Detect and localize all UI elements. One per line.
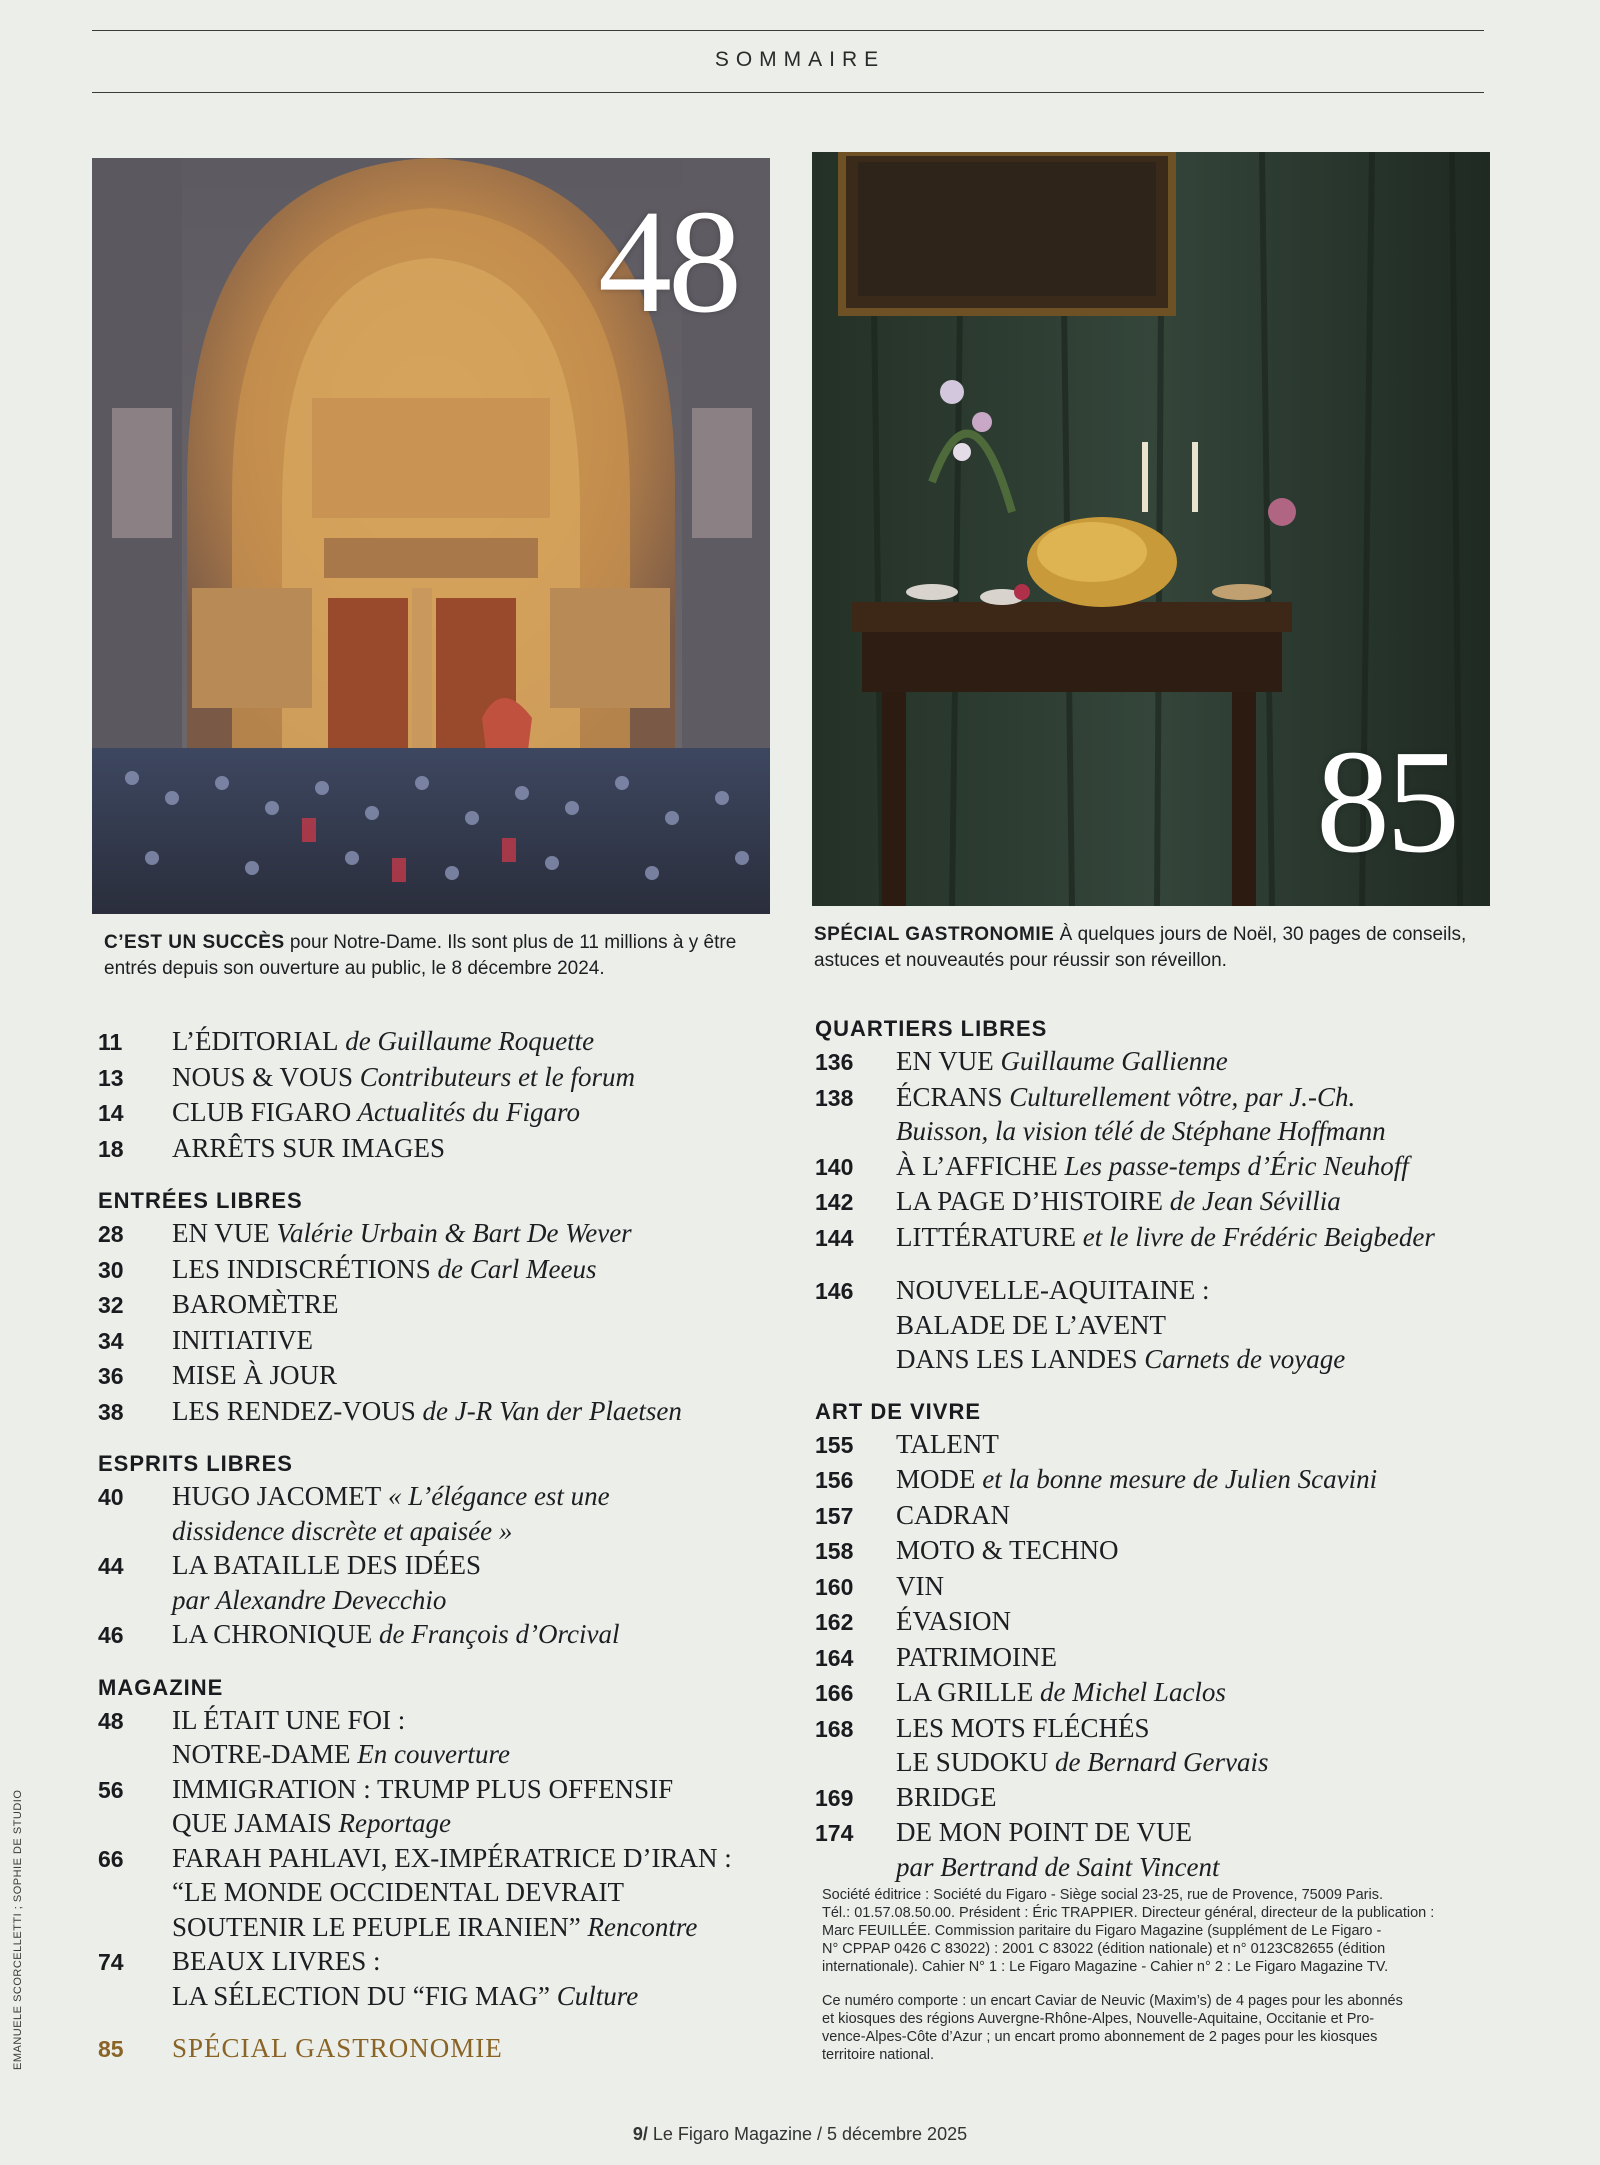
entry-title: LITTÉRATURE: [896, 1221, 1076, 1252]
entry-subtitle: Les passe-temps d’Éric Neuhoff: [1057, 1150, 1409, 1181]
caption-lead: C’EST UN SUCCÈS: [104, 932, 285, 953]
toc-entry[interactable]: [98, 1479, 788, 1548]
section-title: MAGAZINE: [98, 1674, 224, 1700]
toc-entry[interactable]: [98, 1841, 788, 1945]
page-footer: [0, 2124, 1600, 2145]
toc-entry[interactable]: [98, 1358, 788, 1394]
toc-entry[interactable]: [815, 1184, 1515, 1220]
entry-title: BEAUX LIVRES :: [172, 1946, 381, 1976]
entry-title: IL ÉTAIT UNE FOI :: [172, 1704, 406, 1735]
entry-title: MOTO & TECHNO: [896, 1535, 1119, 1565]
section-title: QUARTIERS LIBRES: [815, 1016, 1048, 1041]
entry-subtitle: et le livre de Frédéric Beigbeder: [1075, 1221, 1435, 1252]
toc-entry[interactable]: [98, 1216, 788, 1252]
entry-title: EN VUE: [172, 1218, 270, 1248]
page-number: 164: [815, 1644, 854, 1671]
toc-entry-special-gastronomie[interactable]: [98, 2031, 788, 2067]
entry-subtitle: de Jean Sévillia: [1163, 1186, 1341, 1216]
entry-title: LES MOTS FLÉCHÉS: [896, 1712, 1150, 1743]
entry-subtitle: de J-R Van der Plaetsen: [415, 1395, 682, 1426]
page-number: 66: [98, 1845, 124, 1872]
entry-title: LA BATAILLE DES IDÉES: [172, 1550, 482, 1580]
toc-entry[interactable]: [815, 1149, 1515, 1185]
footer-text: Le Figaro Magazine / 5 décembre 2025: [647, 2124, 968, 2144]
entry-subtitle: Buisson, la vision télé de Stéphane Hoffmann: [896, 1116, 1386, 1146]
entry-title: LA CHRONIQUE: [172, 1619, 373, 1649]
toc-entry[interactable]: [98, 1095, 788, 1131]
entry-title: LA PAGE D’HISTOIRE: [896, 1186, 1164, 1216]
entry-subtitle: de François d’Orcival: [372, 1619, 620, 1649]
header-rule-bottom: [92, 92, 1484, 93]
page-number: 36: [98, 1363, 124, 1389]
page-number: 142: [815, 1189, 854, 1215]
caption-text: À quelques jours de Noël, 30 pages de conseils, astuces et nouveautés pour réussir son réveillon.: [814, 924, 1467, 971]
entry-subtitle: de Bernard Gervais: [1048, 1747, 1269, 1777]
page-number: 18: [98, 1135, 124, 1162]
entry-title: SOUTENIR LE PEUPLE IRANIEN”: [172, 1911, 581, 1942]
entry-title: PATRIMOINE: [896, 1641, 1058, 1672]
caption-lead: SPÉCIAL GASTRONOMIE: [814, 924, 1055, 945]
section-magazine: [98, 1675, 788, 2067]
entry-subtitle: Culture: [549, 1980, 639, 2011]
toc-entry[interactable]: [815, 1044, 1515, 1080]
entry-title: QUE JAMAIS: [172, 1808, 332, 1838]
section-art-de-vivre: [815, 1399, 1515, 1885]
entry-title: CLUB FIGARO: [172, 1097, 352, 1127]
entry-title: DE MON POINT DE VUE: [896, 1817, 1192, 1847]
entry-title: NOUVELLE-AQUITAINE :: [896, 1275, 1210, 1305]
entry-title: FARAH PAHLAVI, EX-IMPÉRATRICE D’IRAN :: [172, 1842, 732, 1873]
entry-title: TALENT: [896, 1428, 999, 1459]
entry-title: LES RENDEZ-VOUS: [172, 1395, 416, 1426]
section-title: ENTRÉES LIBRES: [98, 1188, 303, 1213]
page-number: 156: [815, 1467, 854, 1493]
toc-entry[interactable]: [98, 1287, 788, 1323]
page-number: 46: [98, 1622, 124, 1648]
notre-dame-photo[interactable]: [92, 158, 770, 914]
page-number: 30: [98, 1256, 124, 1283]
section-quartiers-libres: [815, 1016, 1515, 1377]
entry-title: DANS LES LANDES: [896, 1344, 1138, 1374]
toc-entry[interactable]: [815, 1462, 1515, 1498]
toc-entry[interactable]: [815, 1675, 1515, 1711]
page-number: 11: [98, 1029, 123, 1055]
entry-title: ÉCRANS: [896, 1081, 1003, 1112]
toc-entry[interactable]: [98, 1703, 788, 1772]
toc-entry[interactable]: [815, 1498, 1515, 1534]
page-number: 168: [815, 1715, 854, 1742]
toc-entry[interactable]: [815, 1427, 1515, 1463]
page-number: 166: [815, 1680, 854, 1706]
entry-title: LES INDISCRÉTIONS: [172, 1253, 431, 1284]
entry-subtitle: « L’élégance est une: [381, 1481, 610, 1511]
entry-title: BRIDGE: [896, 1781, 997, 1812]
entry-subtitle: Contributeurs et le forum: [353, 1061, 636, 1092]
section-entrees-libres: [98, 1188, 788, 1429]
page-number: 174: [815, 1820, 854, 1846]
page-number: 32: [98, 1292, 124, 1318]
entry-subtitle: Reportage: [331, 1808, 451, 1838]
page-number: 28: [98, 1221, 124, 1247]
page-number: 136: [815, 1049, 854, 1075]
entry-title: MISE À JOUR: [172, 1360, 338, 1390]
gastronomie-photo[interactable]: [812, 152, 1490, 906]
toc-entry[interactable]: [815, 1080, 1515, 1149]
page-number: 169: [815, 1784, 854, 1811]
toc-entry[interactable]: [98, 1060, 788, 1096]
page-number: 158: [815, 1538, 854, 1564]
entry-subtitle: de Carl Meeus: [430, 1253, 597, 1284]
entry-subtitle: En couverture: [350, 1739, 510, 1769]
page-number: 38: [98, 1398, 124, 1425]
photo-page-number-48: 48: [598, 180, 738, 344]
entry-subtitle: par Bertrand de Saint Vincent: [896, 1851, 1220, 1882]
page-number: 74: [98, 1949, 124, 1975]
page-number: 157: [815, 1502, 854, 1529]
page-number: 144: [815, 1224, 854, 1251]
page-number: 155: [815, 1431, 854, 1458]
entry-title: NOUS & VOUS: [172, 1061, 354, 1092]
toc-entry[interactable]: [815, 1711, 1515, 1780]
entry-title: LA GRILLE: [896, 1677, 1034, 1707]
legal-inserts-notice: Ce numéro comporte : un encart Caviar de Neuvic (Maxim’s) de 4 pages pour les abonnés et kiosques des régions Auvergne-Rhône-Alpes, Nouvelle-Aquitaine, Occitanie et Pro- vence-Alpes-Côte d’Azur ; un encart promo abonnement de 2 pages pour les kiosques territoire national.: [822, 1993, 1403, 2063]
toc-entry[interactable]: [815, 1604, 1515, 1640]
section-esprits-libres: [98, 1451, 788, 1653]
entry-title: À L’AFFICHE: [896, 1150, 1058, 1181]
toc-entry[interactable]: [815, 1569, 1515, 1605]
toc-entry[interactable]: [815, 1273, 1515, 1377]
entry-title: ARRÊTS SUR IMAGES: [172, 1132, 446, 1163]
entry-title: LE SUDOKU: [896, 1747, 1049, 1777]
entry-title: “LE MONDE OCCIDENTAL DEVRAIT: [172, 1877, 625, 1907]
page-number: 13: [98, 1064, 124, 1091]
entry-subtitle: dissidence discrète et apaisée »: [172, 1515, 513, 1546]
photo-caption-left: [104, 930, 774, 982]
toc-entry[interactable]: [98, 1548, 788, 1617]
entry-title: EN VUE: [896, 1046, 994, 1076]
entry-subtitle: de Guillaume Roquette: [338, 1026, 595, 1056]
page-title: SOMMAIRE: [714, 48, 886, 71]
entry-subtitle: Actualités du Figaro: [351, 1097, 581, 1127]
section-intro: [98, 1024, 788, 1166]
toc-entry[interactable]: [98, 1394, 788, 1430]
folio: 9/: [632, 2124, 648, 2144]
entry-title: MODE: [896, 1464, 976, 1494]
page-number: 14: [98, 1100, 124, 1126]
toc-entry[interactable]: [98, 1024, 788, 1060]
header-rule-top: [92, 30, 1484, 31]
toc-entry[interactable]: [815, 1220, 1515, 1256]
entry-title: BAROMÈTRE: [172, 1289, 339, 1319]
photo-credit: EMANUELE SCORCELLETTI ; SOPHIE DE STUDIO: [12, 1789, 24, 2070]
entry-subtitle: Culturellement vôtre, par J.-Ch.: [1002, 1081, 1356, 1112]
toc-entry[interactable]: [815, 1780, 1515, 1816]
page-number: 34: [98, 1327, 124, 1354]
entry-title: CADRAN: [896, 1499, 1011, 1530]
entry-title: SPÉCIAL GASTRONOMIE: [172, 2033, 503, 2063]
page-number: 138: [815, 1084, 854, 1111]
entry-subtitle: Guillaume Gallienne: [993, 1046, 1228, 1076]
page-number: 56: [98, 1776, 124, 1803]
toc-entry[interactable]: [98, 1131, 788, 1167]
toc-entry[interactable]: [815, 1533, 1515, 1569]
photo-page-number-85: 85: [1316, 720, 1456, 884]
page-number: 162: [815, 1609, 854, 1635]
page-number: 160: [815, 1573, 854, 1600]
page-number: 140: [815, 1153, 854, 1180]
entry-title: ÉVASION: [896, 1606, 1012, 1636]
section-title: ESPRITS LIBRES: [98, 1451, 293, 1476]
entry-title: HUGO JACOMET: [172, 1481, 382, 1511]
entry-title: NOTRE-DAME: [172, 1739, 351, 1769]
entry-title: L’ÉDITORIAL: [172, 1026, 339, 1056]
legal-publisher-notice: Société éditrice : Société du Figaro - Siège social 23-25, rue de Provence, 75009 Paris. Tél.: 01.57.08.50.00. Président : Éric TRAPPIER. Directeur général, directeur de la publication : Marc FEUILLÉE. Commission paritaire du Figaro Magazine (supplément de Le Figaro - N° CPPAP 0426 C 83022) : 2001 C 83022 (édition nationale) et n° 0123C82655 (édition internationale). Cahier N° 1 : Le Figaro Magazine - Cahier n° 2 : Le Figaro Magazine TV.: [822, 1887, 1435, 1975]
page-number: 44: [98, 1553, 124, 1579]
section-title: ART DE VIVRE: [815, 1398, 982, 1424]
page-number: 85: [98, 2036, 124, 2062]
entry-subtitle: par Alexandre Devecchio: [172, 1584, 447, 1615]
entry-subtitle: de Michel Laclos: [1033, 1677, 1226, 1707]
table-of-contents-right: [815, 1016, 1515, 1906]
page-number: 40: [98, 1484, 124, 1510]
photo-caption-right: [814, 922, 1484, 974]
page-number: 146: [815, 1278, 854, 1304]
entry-title: VIN: [896, 1570, 944, 1601]
toc-entry[interactable]: [98, 1252, 788, 1288]
toc-entry[interactable]: [98, 1944, 788, 2013]
entry-subtitle: et la bonne mesure de Julien Scavini: [975, 1464, 1378, 1494]
entry-subtitle: Valérie Urbain & Bart De Wever: [269, 1218, 632, 1248]
toc-entry[interactable]: [98, 1617, 788, 1653]
entry-subtitle: Rencontre: [580, 1911, 698, 1942]
entry-title: LA SÉLECTION DU “FIG MAG”: [172, 1980, 550, 2011]
page-number: 48: [98, 1707, 124, 1734]
toc-entry[interactable]: [815, 1640, 1515, 1676]
caption-text: pour Notre-Dame. Ils sont plus de 11 millions à y être entrés depuis son ouverture au public, le 8 décembre 2024.: [104, 932, 737, 979]
toc-entry[interactable]: [815, 1815, 1515, 1884]
table-of-contents-left: [98, 1024, 788, 2089]
entry-title: BALADE DE L’AVENT: [896, 1309, 1166, 1340]
entry-subtitle: Carnets de voyage: [1137, 1344, 1346, 1374]
entry-title: IMMIGRATION : TRUMP PLUS OFFENSIF: [172, 1773, 674, 1804]
toc-entry[interactable]: [98, 1323, 788, 1359]
toc-entry[interactable]: [98, 1772, 788, 1841]
entry-title: INITIATIVE: [172, 1324, 313, 1355]
